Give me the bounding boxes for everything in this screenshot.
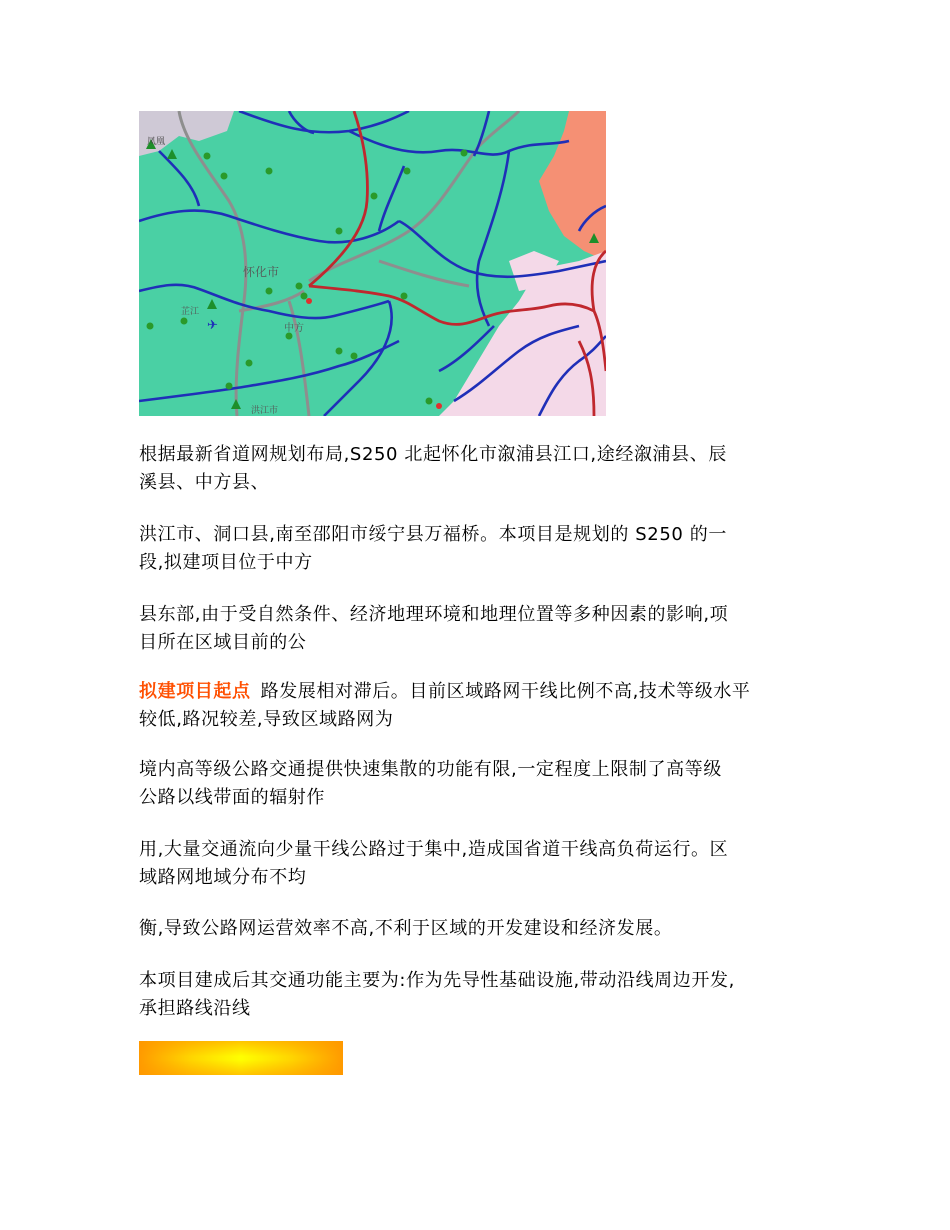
paragraph-6: [139, 836, 807, 892]
paragraph-8-line-2: 承担路线沿线: [139, 998, 251, 1019]
paragraph-5-line-2: 公路以线带面的辐射作: [139, 787, 325, 808]
map-label-zhijiang: 芷江: [181, 307, 200, 317]
paragraph-1-line-1: 根据最新省道网规划布局,S250 北起怀化市溆浦县江口,途经溆浦县、辰: [139, 444, 727, 465]
map-label-zhongfang: 中方: [284, 323, 304, 334]
airport-icon: ✈: [207, 318, 218, 333]
paragraph-8: [139, 967, 807, 1023]
map-graphic: [139, 111, 606, 416]
paragraph-5-line-1: 境内高等级公路交通提供快速集散的功能有限,一定程度上限制了高等级: [139, 759, 722, 780]
paragraph-3-line-2: 目所在区域目前的公: [139, 632, 307, 653]
paragraph-4-line-2: 较低,路况较差,导致区域路网为: [139, 709, 394, 730]
paragraph-4-line-1: 路发展相对滞后。目前区域路网干线比例不高,技术等级水平: [260, 681, 751, 702]
paragraph-3-line-1: 县东部,由于受自然条件、经济地理环境和地理位置等多种因素的影响,项: [139, 604, 729, 625]
map-label-hongjiang: 洪江市: [251, 406, 279, 416]
paragraph-1: [139, 441, 807, 497]
paragraph-3: [139, 601, 807, 657]
decorative-gradient-bar: [139, 1041, 343, 1075]
map-label-fenghuang: 凤凰: [147, 137, 166, 147]
paragraph-8-line-1: 本项目建成后其交通功能主要为:作为先导性基础设施,带动沿线周边开发,: [139, 970, 735, 991]
paragraph-2-line-1: 洪江市、洞口县,南至邵阳市绥宁县万福桥。本项目是规划的 S250 的一: [139, 524, 727, 545]
paragraph-1-line-2: 溪县、中方县、: [139, 472, 270, 493]
paragraph-6-line-1: 用,大量交通流向少量干线公路过于集中,造成国省道干线高负荷运行。区: [139, 839, 729, 860]
project-start-label: 拟建项目起点: [139, 681, 251, 702]
paragraph-2-line-2: 段,拟建项目位于中方: [139, 552, 313, 573]
paragraph-7: [139, 915, 807, 943]
map-label-huaihua: 怀化市: [243, 265, 280, 279]
road-network-map: [139, 111, 606, 416]
paragraph-7-line-1: 衡,导致公路网运营效率不高,不利于区域的开发建设和经济发展。: [139, 918, 673, 939]
paragraph-4: [139, 678, 807, 734]
paragraph-2: [139, 521, 807, 577]
paragraph-5: [139, 756, 807, 812]
paragraph-6-line-2: 域路网地域分布不均: [139, 867, 307, 888]
